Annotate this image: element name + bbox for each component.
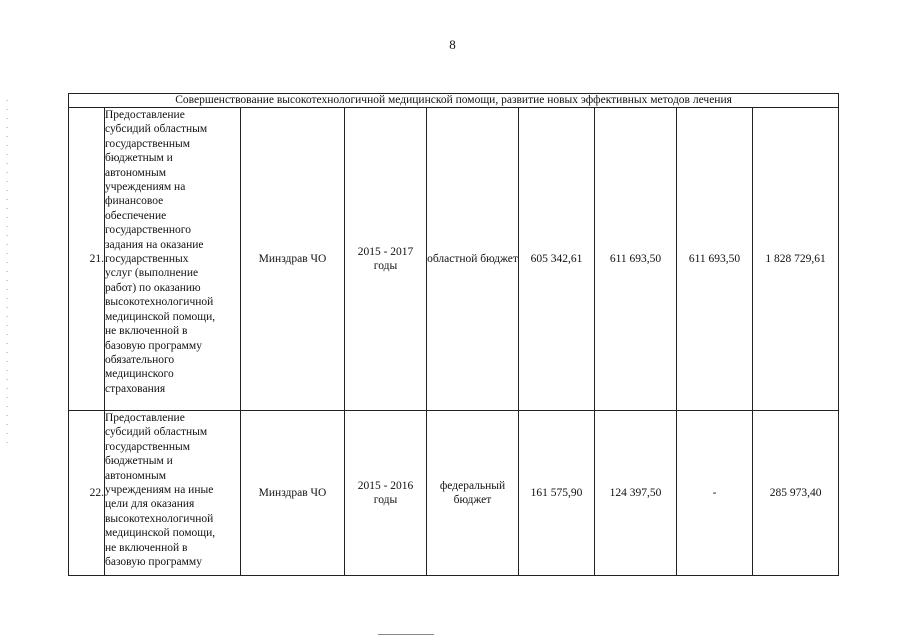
description-line: государственным	[105, 137, 191, 150]
amount-total: 1 828 729,61	[753, 108, 839, 411]
section-title: Совершенствование высокотехнологичной медицинской помощи, развитие новых эффективных методов лечения	[69, 94, 839, 108]
amount-year-3: -	[677, 411, 753, 576]
description-line: учреждениям на	[105, 181, 186, 194]
description-line: не включенной в	[105, 541, 188, 554]
row-number: 22.	[69, 411, 105, 576]
program-measures-table	[68, 93, 839, 576]
page-number: 8	[449, 37, 456, 52]
row-number: 21.	[69, 108, 105, 411]
description-line: автономным	[105, 469, 166, 482]
period: 2015 - 2017 годы	[345, 108, 427, 411]
amount-total: 285 973,40	[753, 411, 839, 576]
description-line: обязательного	[105, 353, 175, 366]
description-line: государственных	[105, 253, 189, 266]
description-line: не включенной в	[105, 325, 188, 338]
measure-description	[105, 108, 241, 411]
description-line: бюджетным и	[105, 152, 173, 165]
description-line: страхования	[105, 382, 166, 395]
description-line: обеспечение	[105, 209, 167, 222]
description-line: учреждениям на иные	[105, 484, 214, 497]
description-line: медицинского	[105, 368, 174, 381]
description-line: финансовое	[105, 195, 164, 208]
executor: Минздрав ЧО	[241, 411, 345, 576]
description-line: субсидий областным	[105, 426, 208, 439]
scan-artifact	[6, 100, 8, 450]
description-line: государственного	[105, 224, 191, 237]
description-line: Предоставление	[105, 109, 185, 121]
description-line: бюджетным и	[105, 455, 173, 468]
section-header-row	[69, 94, 839, 108]
executor: Минздрав ЧО	[241, 108, 345, 411]
amount-year-3: 611 693,50	[677, 108, 753, 411]
amount-year-2: 124 397,50	[595, 411, 677, 576]
description-line: услуг (выполнение	[105, 267, 199, 280]
amount-year-1: 161 575,90	[519, 411, 595, 576]
description-line: медицинской помощи,	[105, 527, 216, 540]
amount-year-1: 605 342,61	[519, 108, 595, 411]
description-line: базовую программу	[105, 556, 202, 569]
description-line: высокотехнологичной	[105, 296, 214, 309]
amount-year-2: 611 693,50	[595, 108, 677, 411]
measure-description	[105, 411, 241, 576]
description-line: автономным	[105, 166, 166, 179]
description-line: задания на оказание	[105, 238, 204, 251]
description-line: работ) по оказанию	[105, 281, 201, 294]
description-line: субсидий областным	[105, 123, 208, 136]
description-line: государственным	[105, 440, 191, 453]
description-line: Предоставление	[105, 412, 185, 424]
period: 2015 - 2016 годы	[345, 411, 427, 576]
description-line: медицинской помощи,	[105, 310, 216, 323]
table-row	[69, 108, 839, 411]
funding-source: федеральный бюджет	[427, 411, 519, 576]
table-row	[69, 411, 839, 576]
funding-source: областной бюджет	[427, 108, 519, 411]
description-line: цели для оказания	[105, 498, 195, 511]
scan-artifact	[378, 634, 434, 638]
description-line: базовую программу	[105, 339, 202, 352]
description-line: высокотехнологичной	[105, 512, 214, 525]
